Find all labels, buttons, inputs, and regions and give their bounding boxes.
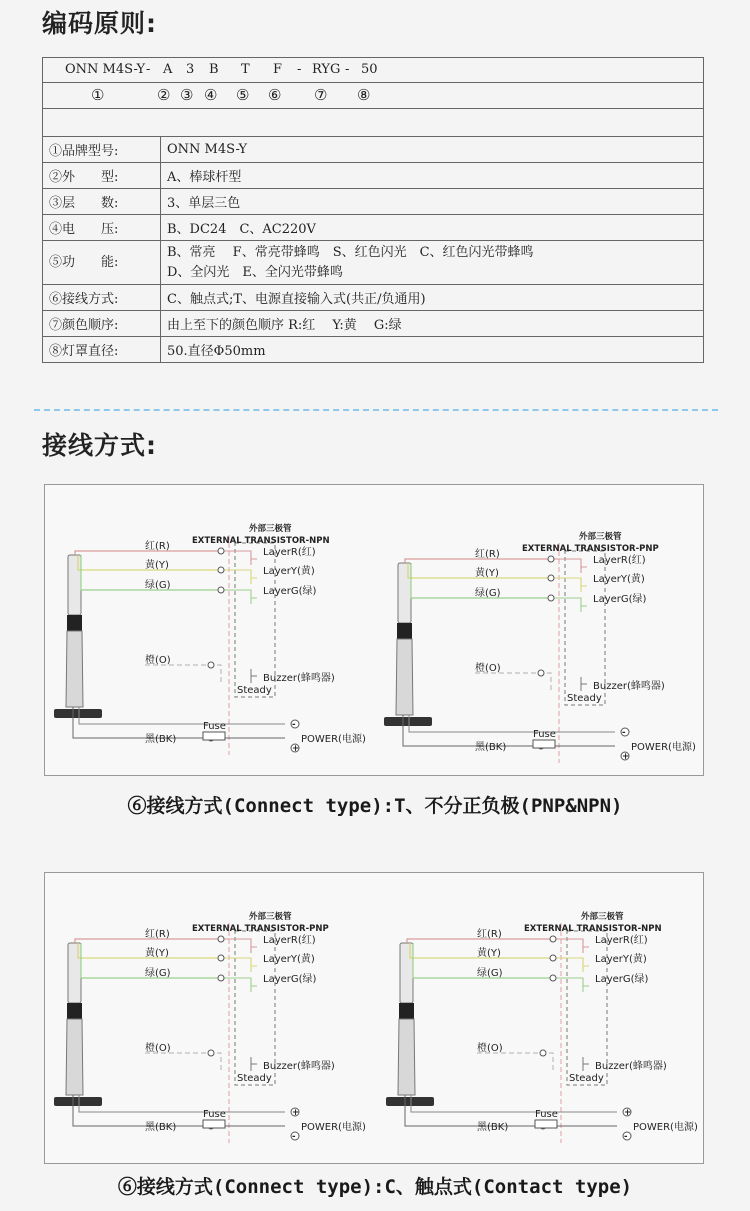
spec-value: 3、单层三色 xyxy=(161,189,704,215)
green-terminal xyxy=(218,975,224,981)
yellow-label: 黄(Y) xyxy=(477,948,501,959)
buzzer-switch xyxy=(251,669,257,683)
green-switch xyxy=(221,978,257,992)
orange-terminal xyxy=(208,1050,214,1056)
layer_g-label: LayerG(绿) xyxy=(593,594,647,605)
function-line-2: D、全闪光 E、全闪光带蜂鸣 xyxy=(167,264,343,280)
common-wire xyxy=(79,1095,285,1112)
position-number: ⑧ xyxy=(357,86,371,104)
green-terminal xyxy=(548,595,554,601)
section-divider xyxy=(34,409,718,411)
red-terminal xyxy=(550,936,556,942)
fuse-label: Fuse xyxy=(533,729,556,740)
black-label: 黑(BK) xyxy=(475,742,507,753)
diagram-npn-t xyxy=(54,523,366,755)
orange-label: 橙(O) xyxy=(145,1043,171,1054)
fuse-label: Fuse xyxy=(203,1109,226,1120)
yellow-label: 黄(Y) xyxy=(145,560,169,571)
lamp-band xyxy=(67,1003,82,1019)
lamp-pole xyxy=(398,1019,415,1095)
lamp-pole xyxy=(396,639,413,715)
steady-label: Steady xyxy=(567,693,602,704)
lamp-base xyxy=(384,717,432,726)
green-label: 绿(G) xyxy=(475,588,501,599)
black-label: 黑(BK) xyxy=(145,734,177,745)
lamp-band xyxy=(397,623,412,639)
green-terminal xyxy=(550,975,556,981)
position-number: ④ xyxy=(204,86,218,104)
fuse-symbol xyxy=(533,740,555,748)
spec-row-color-order xyxy=(43,311,704,337)
diagram-pnp-c xyxy=(54,911,366,1143)
model-part: F xyxy=(273,62,283,77)
power-sign-bottom: - xyxy=(292,1132,296,1142)
spec-value xyxy=(161,241,704,285)
steady-label: Steady xyxy=(569,1073,604,1084)
fuse-symbol xyxy=(203,732,225,740)
spec-value: 由上至下的颜色顺序 R:红 Y:黄 G:绿 xyxy=(161,311,704,337)
green-switch xyxy=(551,598,587,612)
spec-row-brand xyxy=(43,137,704,163)
spec-row-function xyxy=(43,241,704,285)
steady-label: Steady xyxy=(237,1073,272,1084)
lamp-pole xyxy=(66,1019,83,1095)
red-label: 红(R) xyxy=(145,929,170,940)
position-number: ③ xyxy=(180,86,194,104)
fuse-label: Fuse xyxy=(535,1109,558,1120)
red-terminal xyxy=(548,556,554,562)
buzzer-switch xyxy=(583,1057,589,1071)
green-terminal xyxy=(218,587,224,593)
lamp-base xyxy=(54,709,102,718)
green-switch xyxy=(553,978,589,992)
blank-cell xyxy=(43,109,704,137)
wiring-panel-c xyxy=(44,872,704,1164)
spec-label: ④电 压: xyxy=(43,215,161,241)
layer_g-label: LayerG(绿) xyxy=(263,586,317,597)
position-number: ② xyxy=(157,86,171,104)
green-label: 绿(G) xyxy=(477,968,503,979)
model-part: A xyxy=(163,62,173,77)
spec-label: ⑧灯罩直径: xyxy=(43,337,161,363)
layer_g-label: LayerG(绿) xyxy=(263,974,317,985)
yellow-label: 黄(Y) xyxy=(145,948,169,959)
spec-value: A、棒球杆型 xyxy=(161,163,704,189)
model-part: 3 xyxy=(186,62,195,77)
steady-label: Steady xyxy=(237,685,272,696)
model-code-cell xyxy=(43,58,704,83)
spec-label: ②外 型: xyxy=(43,163,161,189)
common-wire xyxy=(409,715,615,732)
layer_g-label: LayerG(绿) xyxy=(595,974,649,985)
diagram-npn-c xyxy=(386,911,698,1143)
spec-value: B、DC24 C、AC220V xyxy=(161,215,704,241)
ext-transistor-cn: 外部三极管 xyxy=(579,532,622,542)
red-switch xyxy=(551,559,587,573)
coding-table xyxy=(42,57,704,363)
ext-transistor-type: EXTERNAL TRANSISTOR-PNP xyxy=(192,924,329,934)
buzzer-switch xyxy=(251,1057,257,1071)
red-terminal xyxy=(218,936,224,942)
buzzer-label: Buzzer(蜂鸣器) xyxy=(263,673,335,684)
spec-row-layers xyxy=(43,189,704,215)
yellow-switch xyxy=(551,578,587,592)
spec-label: ⑤功 能: xyxy=(43,241,161,285)
model-part: - xyxy=(297,62,302,77)
lamp-lens xyxy=(68,555,81,615)
wiring-diagrams-c xyxy=(45,873,705,1165)
lamp-base xyxy=(54,1097,102,1106)
layer_r-label: LayerR(红) xyxy=(263,935,316,946)
model-part: - xyxy=(345,62,350,77)
layer_y-label: LayerY(黄) xyxy=(263,954,315,965)
model-code-row xyxy=(43,58,704,83)
spec-row-diameter xyxy=(43,337,704,363)
fuse-label: Fuse xyxy=(203,721,226,732)
spec-label: ⑦颜色顺序: xyxy=(43,311,161,337)
model-number-row xyxy=(43,83,704,109)
model-part: - xyxy=(146,62,151,77)
position-number: ⑥ xyxy=(268,86,282,104)
lamp-band xyxy=(67,615,82,631)
spec-value: C、触点式;T、电源直接输入式(共正/负通用) xyxy=(161,285,704,311)
spec-label: ⑥接线方式: xyxy=(43,285,161,311)
layer_y-label: LayerY(黄) xyxy=(593,574,645,585)
yellow-label: 黄(Y) xyxy=(475,568,499,579)
lamp-lens xyxy=(400,943,413,1003)
spec-row-voltage xyxy=(43,215,704,241)
ext-transistor-cn: 外部三极管 xyxy=(249,912,292,922)
wiring-title: 接线方式: xyxy=(42,431,157,460)
power-sign-top: + xyxy=(292,1108,300,1118)
orange-terminal xyxy=(540,1050,546,1056)
layer_y-label: LayerY(黄) xyxy=(263,566,315,577)
orange-label: 橙(O) xyxy=(477,1043,503,1054)
black-wire xyxy=(403,715,615,746)
power-sign-bottom: + xyxy=(292,744,300,754)
coding-title: 编码原则: xyxy=(42,9,157,38)
layer_r-label: LayerR(红) xyxy=(263,547,316,558)
black-wire xyxy=(73,707,285,738)
spec-row-shape xyxy=(43,163,704,189)
buzzer-label: Buzzer(蜂鸣器) xyxy=(595,1061,667,1072)
power-sign-top: - xyxy=(622,728,626,738)
buzzer-label: Buzzer(蜂鸣器) xyxy=(263,1061,335,1072)
power-label: POWER(电源) xyxy=(301,734,366,745)
fuse-symbol xyxy=(535,1120,557,1128)
black-label: 黑(BK) xyxy=(145,1122,177,1133)
diagram-pnp-t xyxy=(384,531,696,763)
layer_y-label: LayerY(黄) xyxy=(595,954,647,965)
caption-connect-type-c: ⑥接线方式(Connect type):C、触点式(Contact type) xyxy=(117,1176,633,1198)
yellow-switch xyxy=(221,570,257,584)
red-label: 红(R) xyxy=(145,541,170,552)
red-switch xyxy=(221,551,257,565)
caption-connect-type-t: ⑥接线方式(Connect type):T、不分正负极(PNP&NPN) xyxy=(127,795,623,817)
yellow-terminal xyxy=(218,567,224,573)
yellow-switch xyxy=(553,958,589,972)
layer_r-label: LayerR(红) xyxy=(593,555,646,566)
wiring-panel-t xyxy=(44,484,704,776)
black-wire xyxy=(73,1095,285,1126)
power-label: POWER(电源) xyxy=(633,1122,698,1133)
red-switch xyxy=(221,939,257,953)
orange-terminal xyxy=(208,662,214,668)
yellow-terminal xyxy=(218,955,224,961)
function-line-1: B、常亮 F、常亮带蜂鸣 S、红色闪光 C、红色闪光带蜂鸣 xyxy=(167,244,534,260)
black-wire xyxy=(405,1095,617,1126)
power-label: POWER(电源) xyxy=(631,742,696,753)
buzzer-switch xyxy=(581,677,587,691)
model-part: ONN M4S-Y xyxy=(65,62,146,77)
model-part: T xyxy=(241,62,250,77)
power-label: POWER(电源) xyxy=(301,1122,366,1133)
lamp-pole xyxy=(66,631,83,707)
fuse-symbol xyxy=(203,1120,225,1128)
power-sign-bottom: - xyxy=(624,1132,628,1142)
common-wire xyxy=(79,707,285,724)
red-label: 红(R) xyxy=(477,929,502,940)
position-number: ⑤ xyxy=(236,86,250,104)
red-switch xyxy=(553,939,589,953)
black-label: 黑(BK) xyxy=(477,1122,509,1133)
position-number: ① xyxy=(91,86,105,104)
green-label: 绿(G) xyxy=(145,580,171,591)
blank-row xyxy=(43,109,704,137)
position-number: ⑦ xyxy=(314,86,328,104)
power-sign-top: + xyxy=(624,1108,632,1118)
green-switch xyxy=(221,590,257,604)
spec-value: ONN M4S-Y xyxy=(161,137,704,163)
spec-row-connect xyxy=(43,285,704,311)
model-number-cell xyxy=(43,83,704,109)
yellow-terminal xyxy=(550,955,556,961)
lamp-lens xyxy=(68,943,81,1003)
ext-transistor-cn: 外部三极管 xyxy=(249,524,292,534)
ext-transistor-type: EXTERNAL TRANSISTOR-NPN xyxy=(192,536,330,546)
spec-value: 50.直径Φ50mm xyxy=(161,337,704,363)
green-label: 绿(G) xyxy=(145,968,171,979)
power-sign-top: - xyxy=(292,720,296,730)
orange-terminal xyxy=(538,670,544,676)
spec-label: ①品牌型号: xyxy=(43,137,161,163)
lamp-band xyxy=(399,1003,414,1019)
buzzer-label: Buzzer(蜂鸣器) xyxy=(593,681,665,692)
lamp-base xyxy=(386,1097,434,1106)
orange-label: 橙(O) xyxy=(145,655,171,666)
model-part: RYG xyxy=(312,62,341,77)
yellow-switch xyxy=(221,958,257,972)
lamp-lens xyxy=(398,563,411,623)
yellow-terminal xyxy=(548,575,554,581)
model-part: B xyxy=(209,62,219,77)
ext-transistor-type: EXTERNAL TRANSISTOR-PNP xyxy=(522,544,659,554)
red-terminal xyxy=(218,548,224,554)
layer_r-label: LayerR(红) xyxy=(595,935,648,946)
spec-label: ③层 数: xyxy=(43,189,161,215)
ext-transistor-cn: 外部三极管 xyxy=(581,912,624,922)
model-part: 50 xyxy=(361,62,378,77)
power-sign-bottom: + xyxy=(622,752,630,762)
ext-transistor-type: EXTERNAL TRANSISTOR-NPN xyxy=(524,924,662,934)
orange-label: 橙(O) xyxy=(475,663,501,674)
common-wire xyxy=(411,1095,617,1112)
wiring-diagrams-t xyxy=(45,485,705,777)
red-label: 红(R) xyxy=(475,549,500,560)
